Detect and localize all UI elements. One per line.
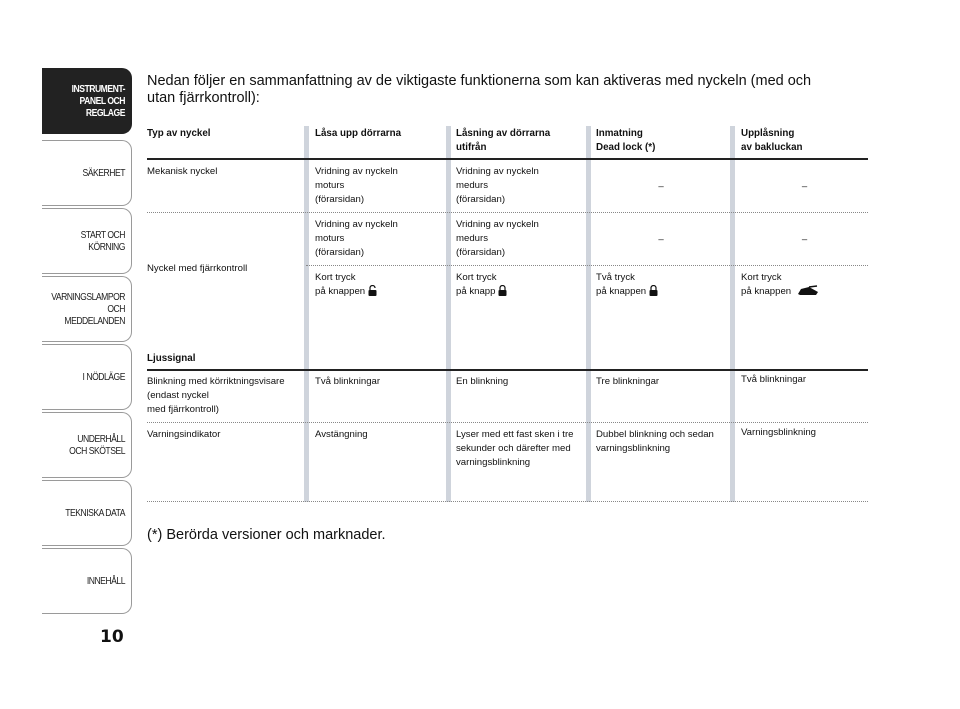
light-signal-label: Ljussignal bbox=[147, 353, 196, 364]
header-rule bbox=[147, 158, 868, 160]
closed-padlock-icon bbox=[649, 285, 658, 301]
header-key-type: Typ av nyckel bbox=[147, 128, 211, 139]
column-divider bbox=[446, 126, 451, 502]
tab-varningslampor[interactable] bbox=[42, 276, 132, 342]
cell-unlock: Avstängning bbox=[315, 429, 368, 440]
tab-i-nodlage[interactable] bbox=[42, 344, 132, 410]
cell-deadlock: – bbox=[658, 234, 664, 245]
tab-start-och-korning[interactable] bbox=[42, 208, 132, 274]
header-tailgate: Upplåsning av bakluckan bbox=[741, 128, 803, 153]
cell-unlock: Vridning av nyckeln moturs (förarsidan) bbox=[315, 166, 398, 205]
tab-tekniska-data[interactable] bbox=[42, 480, 132, 546]
cell-deadlock-text: Två tryck på knappen bbox=[596, 272, 647, 297]
page-number: 10 bbox=[100, 627, 124, 647]
column-divider bbox=[730, 126, 735, 502]
cell-type: Nyckel med fjärrkontroll bbox=[147, 263, 248, 274]
cell-tailgate: – bbox=[801, 234, 808, 245]
cell-deadlock bbox=[596, 271, 658, 301]
row-rule bbox=[306, 265, 868, 266]
cell-unlock: Två blinkningar bbox=[315, 376, 381, 387]
cell-lock: En blinkning bbox=[456, 376, 509, 387]
column-divider bbox=[586, 126, 591, 502]
cell-tailgate-text: Kort tryck på knappen bbox=[741, 272, 792, 297]
tab-label: SÄKERHET bbox=[82, 167, 125, 179]
footnote: (*) Berörda versioner och marknader. bbox=[147, 527, 386, 543]
cell-tailgate bbox=[741, 271, 819, 301]
cell-type: Blinkning med körriktningsvisare (endast nyckel med fjärrkontroll) bbox=[147, 376, 285, 415]
car-tailgate-icon bbox=[797, 285, 819, 301]
tab-instrumentpanel[interactable] bbox=[42, 68, 132, 134]
cell-unlock: Vridning av nyckeln moturs (förarsidan) bbox=[315, 219, 398, 258]
cell-tailgate: Varningsblinkning bbox=[741, 427, 817, 438]
tab-label: UNDERHÅLL OCH SKÖTSEL bbox=[69, 433, 125, 457]
section-rule bbox=[147, 369, 868, 371]
header-lock: Låsning av dörrarna utifrån bbox=[456, 128, 551, 153]
tab-label: I NÖDLÄGE bbox=[82, 371, 125, 383]
tab-label: INSTRUMENT- PANEL OCH REGLAGE bbox=[71, 83, 125, 119]
tab-sakerhet[interactable] bbox=[42, 140, 132, 206]
cell-deadlock: – bbox=[658, 181, 664, 192]
cell-lock: Lyser med ett fast sken i tre sekunder och därefter med varningsblinkning bbox=[456, 429, 574, 468]
tab-underhall[interactable] bbox=[42, 412, 132, 478]
tab-label: VARNINGSLAMPOR OCH MEDDELANDEN bbox=[51, 291, 125, 327]
cell-tailgate: Två blinkningar bbox=[741, 374, 807, 385]
cell-tailgate: – bbox=[801, 181, 808, 192]
row-rule bbox=[147, 422, 868, 423]
cell-unlock bbox=[315, 271, 377, 301]
cell-lock: Vridning av nyckeln medurs (förarsidan) bbox=[456, 219, 539, 258]
table-bottom-rule bbox=[147, 501, 868, 502]
column-divider bbox=[304, 126, 309, 502]
tab-label: INNEHÅLL bbox=[86, 575, 125, 587]
open-padlock-icon bbox=[368, 285, 377, 301]
header-unlock: Låsa upp dörrarna bbox=[315, 128, 402, 139]
cell-deadlock: Dubbel blinkning och sedan varningsblinkning bbox=[596, 429, 714, 454]
closed-padlock-icon bbox=[498, 285, 507, 301]
row-rule bbox=[147, 212, 868, 213]
cell-type: Varningsindikator bbox=[147, 429, 221, 440]
header-deadlock: Inmatning Dead lock (*) bbox=[596, 128, 656, 153]
cell-deadlock: Tre blinkningar bbox=[596, 376, 660, 387]
cell-lock: Vridning av nyckeln medurs (förarsidan) bbox=[456, 166, 539, 205]
cell-lock-text: Kort tryck på knapp bbox=[456, 272, 497, 297]
cell-unlock-text: Kort tryck på knappen bbox=[315, 272, 366, 297]
tab-label: START OCH KÖRNING bbox=[80, 229, 125, 253]
cell-type: Mekanisk nyckel bbox=[147, 166, 218, 177]
tab-label: TEKNISKA DATA bbox=[65, 507, 125, 519]
cell-lock bbox=[456, 271, 507, 301]
intro-text: Nedan följer en sammanfattning av de viktigaste funktionerna som kan aktiveras med nyckeln (med och utan fjärrkontroll): bbox=[147, 73, 812, 106]
tab-innehall[interactable] bbox=[42, 548, 132, 614]
